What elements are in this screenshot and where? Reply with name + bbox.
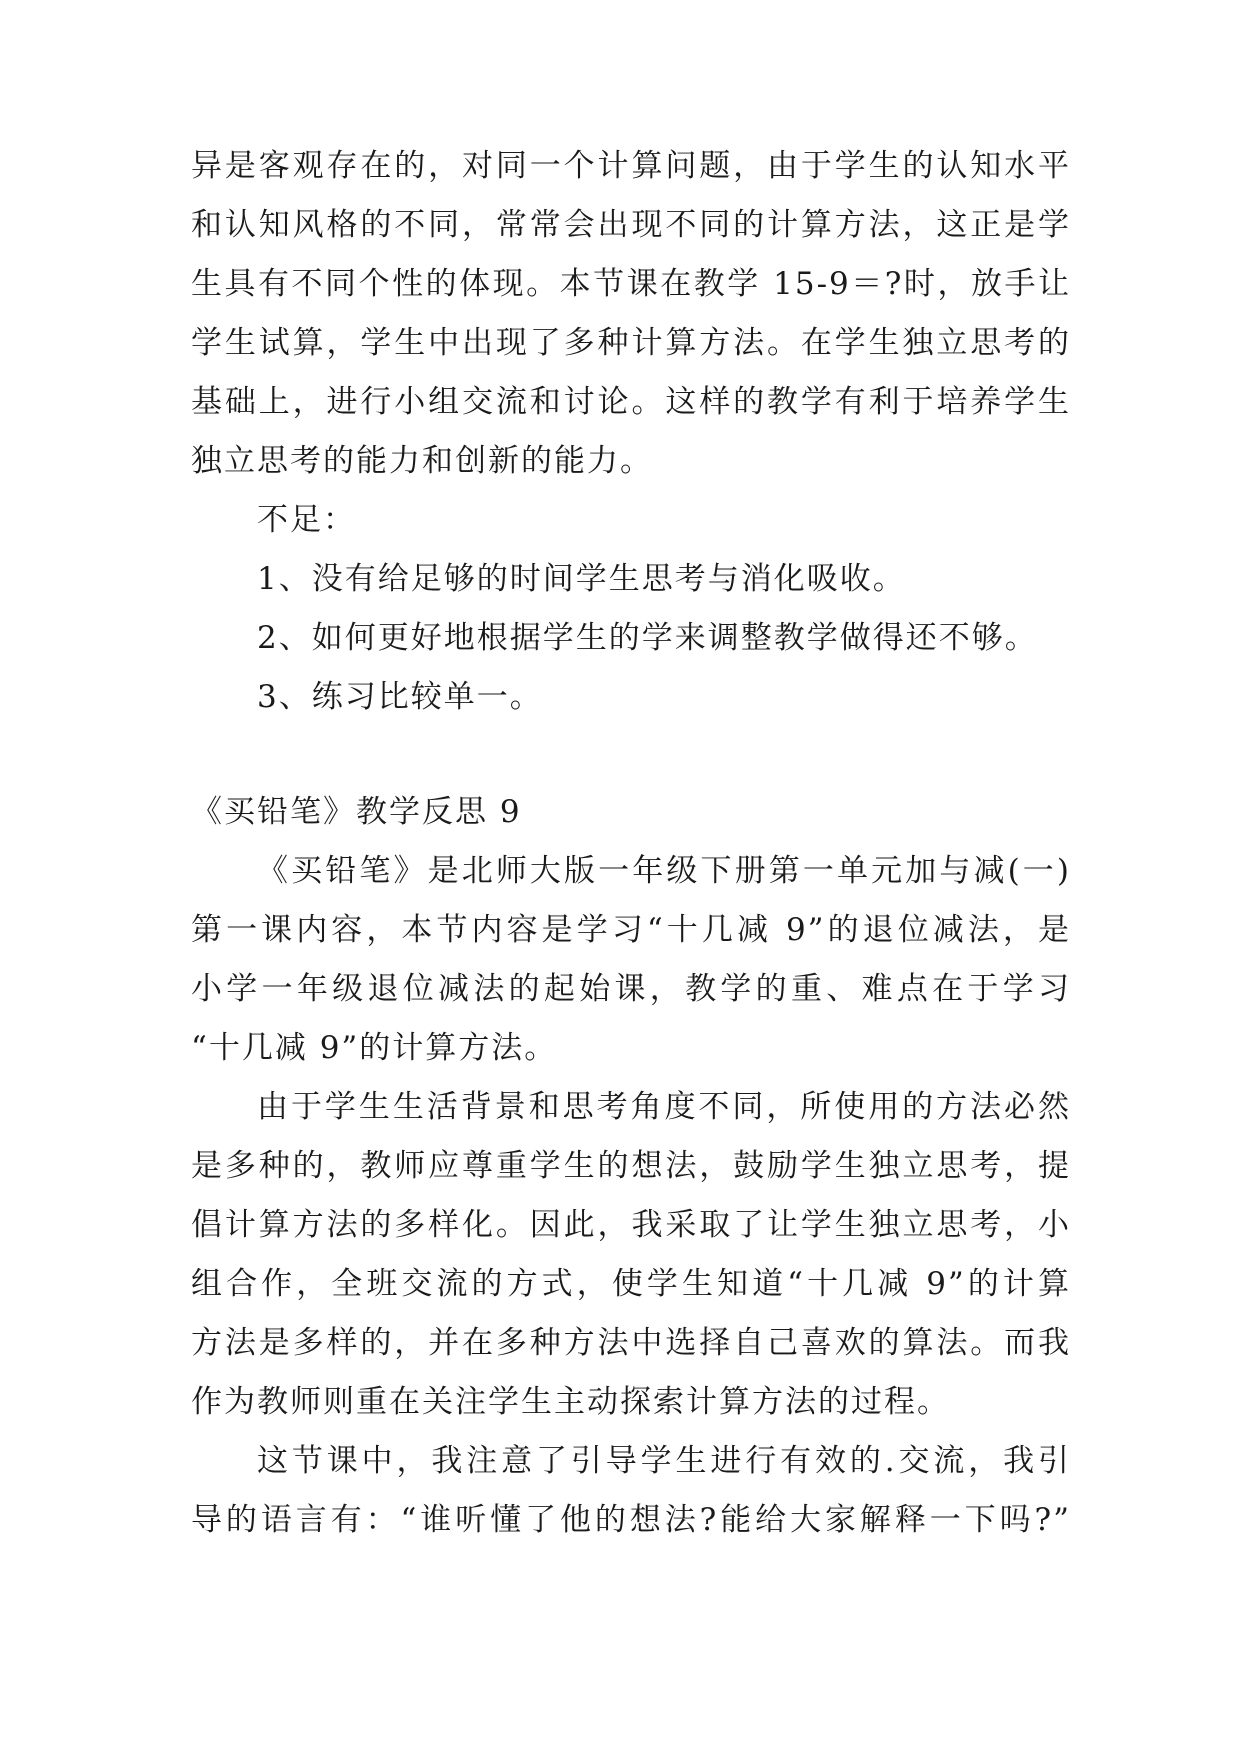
text-line: 由于学生生活背景和思考角度不同，所使用的方法必然	[257, 1089, 1071, 1125]
text-line: 学生试算，学生中出现了多种计算方法。在学生独立思考的	[191, 325, 1071, 361]
text-line: 独立思考的能力和创新的能力。	[191, 443, 653, 479]
shortcomings-heading: 不足：	[257, 502, 356, 538]
text-line: 方法是多样的，并在多种方法中选择自己喜欢的算法。而我	[191, 1325, 1071, 1361]
text-line: 倡计算方法的多样化。因此，我采取了让学生独立思考，小	[191, 1207, 1071, 1243]
text-line: 第一课内容，本节内容是学习“十几减 9”的退位减法，是	[191, 912, 1071, 948]
text-line: 是多种的，教师应尊重学生的想法，鼓励学生独立思考，提	[191, 1148, 1071, 1184]
shortcomings-list	[191, 550, 1071, 727]
document-body	[191, 137, 1071, 1550]
text-line: 作为教师则重在关注学生主动探索计算方法的过程。	[191, 1384, 950, 1420]
paragraph-1	[191, 842, 1071, 1078]
list-item: 3、练习比较单一。	[257, 679, 543, 715]
text-line: 生具有不同个性的体现。本节课在教学 15-9＝?时，放手让	[191, 266, 1071, 302]
text-line: 导的语言有：“谁听懂了他的想法?能给大家解释一下吗?”	[191, 1502, 1071, 1538]
text-line: 异是客观存在的，对同一个计算问题，由于学生的认知水平	[191, 148, 1071, 184]
intro-paragraph	[191, 137, 1071, 491]
text-line: 这节课中，我注意了引导学生进行有效的.交流，我引	[257, 1443, 1071, 1479]
text-line: 基础上，进行小组交流和讨论。这样的教学有利于培养学生	[191, 384, 1071, 420]
paragraph-2	[191, 1078, 1071, 1432]
text-line: 小学一年级退位减法的起始课，教学的重、难点在于学习	[191, 971, 1071, 1007]
list-item: 1、没有给足够的时间学生思考与消化吸收。	[257, 561, 906, 597]
text-line: 和认知风格的不同，常常会出现不同的计算方法，这正是学	[191, 207, 1071, 243]
text-line: 组合作，全班交流的方式，使学生知道“十几减 9”的计算	[191, 1266, 1071, 1302]
paragraph-3	[191, 1432, 1071, 1550]
section-spacer	[191, 727, 1071, 783]
section-title: 《买铅笔》教学反思 9	[191, 794, 522, 830]
text-line: “十几减 9”的计算方法。	[191, 1030, 558, 1066]
text-line: 《买铅笔》是北师大版一年级下册第一单元加与减(一)	[257, 853, 1071, 889]
list-item: 2、如何更好地根据学生的学来调整教学做得还不够。	[257, 620, 1038, 656]
